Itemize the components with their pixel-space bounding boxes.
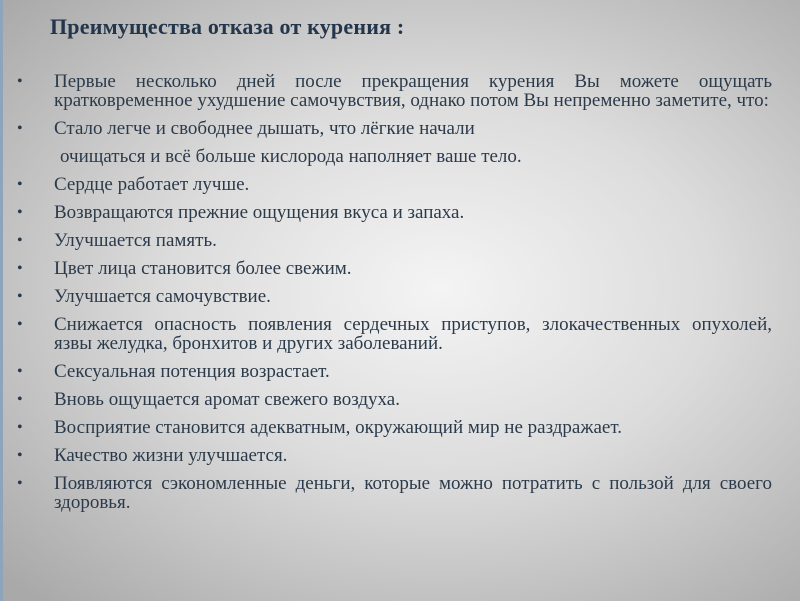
bullet-icon: • [17,316,23,333]
list-item [0,446,800,465]
slide-title: Преимущества отказа от курения : [50,14,405,39]
bullet-icon: • [17,447,23,464]
bullet-icon: • [17,73,23,90]
list-item-text: Сердце работает лучше. [54,174,250,195]
list-item [0,390,800,409]
list-item-text: Сексуальная потенция возрастает. [54,361,330,382]
list-item [0,287,800,306]
bullet-icon: • [17,232,23,249]
bullet-icon: • [17,475,23,492]
bullet-icon: • [17,120,23,137]
bullet-icon: • [17,204,23,221]
list-item-text: Качество жизни улучшается. [54,445,288,466]
bullet-icon: • [17,391,23,408]
list-item-text: Цвет лица становится более свежим. [54,258,352,279]
list-item [0,362,800,381]
list-item [0,315,800,353]
list-item [0,231,800,250]
list-item [0,418,800,437]
list-item-text: Стало легче и свободнее дышать, что лёгкие начали [54,118,475,139]
list-item-text: Улучшается память. [54,230,217,251]
bullet-icon: • [17,260,23,277]
list-item [0,259,800,278]
list-item [0,119,800,166]
benefits-list [0,72,800,521]
list-item-text: Вновь ощущается аромат свежего воздуха. [54,389,400,410]
list-item-continuation: очищаться и всё больше кислорода наполняет ваше тело. [60,146,522,167]
list-item-text: Снижается опасность появления сердечных приступов, злокачественных опухолей, язвы желудка, бронхитов и других заболеваний. [54,314,772,354]
list-item [0,474,800,512]
list-item-text: Восприятие становится адекватным, окружающий мир не раздражает. [54,417,622,438]
bullet-icon: • [17,288,23,305]
bullet-icon: • [17,419,23,436]
bullet-icon: • [17,176,23,193]
list-item-text: Улучшается самочувствие. [54,286,271,307]
list-item [0,203,800,222]
bullet-icon: • [17,363,23,380]
list-item-text: Появляются сэкономленные деньги, которые можно потратить с пользой для своего здоровья. [54,473,772,513]
list-item-text: Первые несколько дней после прекращения курения Вы можете ощущать кратковременное ухудшение самочувствия, однако потом Вы непременно заметите, что: [54,71,772,111]
list-item [0,72,800,110]
list-item-text: Возвращаются прежние ощущения вкуса и запаха. [54,202,465,223]
list-item [0,175,800,194]
